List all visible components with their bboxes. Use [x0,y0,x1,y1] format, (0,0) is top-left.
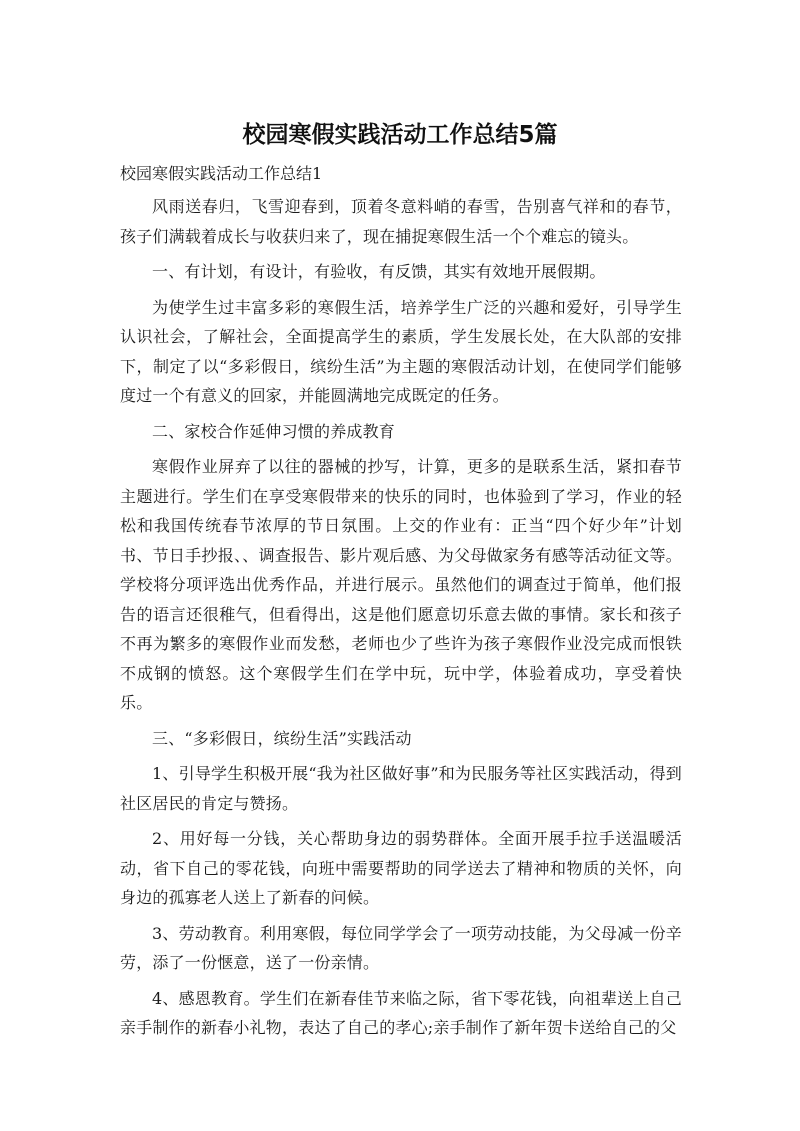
section-heading-2: 二、家校合作延伸习惯的养成教育 [152,421,396,441]
document-subtitle: 校园寒假实践活动工作总结1 [120,164,323,183]
list-item-3: 3、劳动教育。利用寒假，每位同学学会了一项劳动技能，为父母减一份辛劳，添了一份惬意，送了一份亲情。 [120,923,682,972]
document-title: 校园寒假实践活动工作总结5篇 [242,122,558,148]
section-heading-1: 一、有计划，有设计，有验收，有反馈，其实有效地开展假期。 [152,262,606,281]
list-item-2: 2、用好每一分钱，关心帮助身边的弱势群体。全面开展手拉手送温暖活动，省下自己的零花钱，向班中需要帮助的同学送去了精神和物质的关怀，向身边的孤寡老人送上了新春的问候。 [120,829,682,907]
paragraph-plan: 为使学生过丰富多彩的寒假生活，培养学生广泛的兴趣和爱好，引导学生认识社会，了解社会，全面提高学生的素质，学生发展长处，在大队部的安排下，制定了以“多彩假日，缤纷生活”为主题的寒假活动计划，在使同学们能够度过一个有意义的回家，并能圆满地完成既定的任务。 [120,297,682,405]
section-heading-3: 三、“多彩假日，缤纷生活”实践活动 [152,728,412,748]
document-body [120,192,682,1049]
list-item-1: 1、引导学生积极开展“我为社区做好事”和为民服务等社区实践活动，得到社区居民的肯定与赞扬。 [120,764,682,813]
paragraph-homework: 寒假作业屏弃了以往的器械的抄写，计算，更多的是联系生活，紧扣春节主题进行。学生们在享受寒假带来的快乐的同时，也体验到了学习，作业的轻松和我国传统春节浓厚的节日氛围。上交的作业有：正当“四个好少年”计划书、节日手抄报、、调查报告、影片观后感、为父母做家务有感等活动征文等。学校将分项评选出优秀作品，并进行展示。虽然他们的调查过于简单，他们报告的语言还很稚气，但看得出，这是他们愿意切乐意去做的事情。家长和孩子不再为繁多的寒假作业而发愁，老师也少了些许为孩子寒假作业没完成而恨铁不成钢的愤怒。这个寒假学生们在学中玩，玩中学，体验着成功，享受着快乐。 [120,457,682,712]
list-item-4: 4、感恩教育。学生们在新春佳节来临之际，省下零花钱，向祖辈送上自己亲手制作的新春小礼物，表达了自己的孝心;亲手制作了新年贺卡送给自己的父 [120,988,682,1037]
paragraph-intro: 风雨送春归，飞雪迎春到，顶着冬意料峭的春雪，告别喜气祥和的春节，孩子们满载着成长与收获归来了，现在捕捉寒假生活一个个难忘的镜头。 [120,197,682,246]
